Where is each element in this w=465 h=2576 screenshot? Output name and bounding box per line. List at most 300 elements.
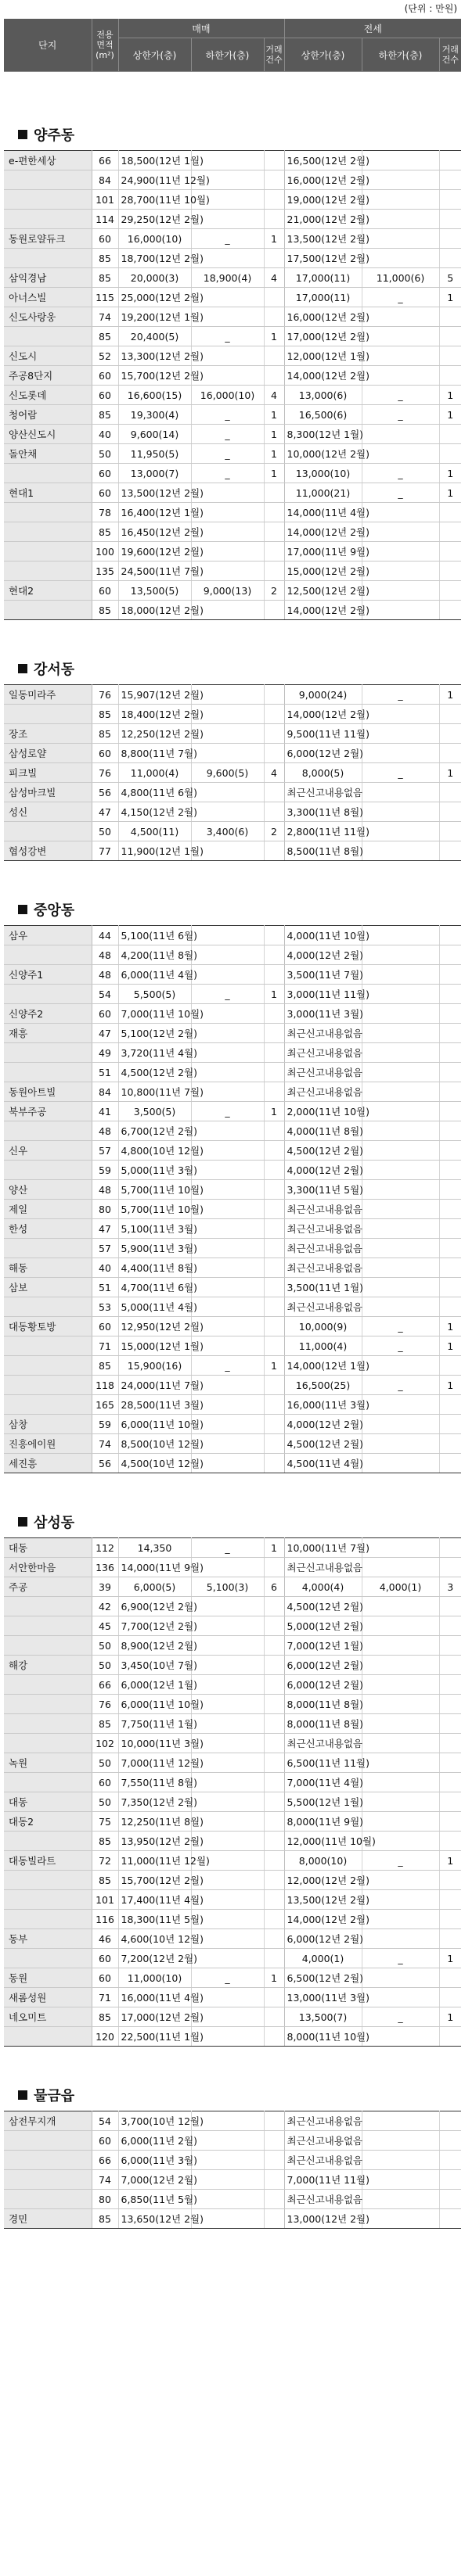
- complex-name-cell: [4, 327, 92, 346]
- sale-count-cell: [264, 1656, 284, 1675]
- table-row: [4, 1004, 461, 1024]
- jeonse-count-cell: [439, 1141, 461, 1161]
- jeonse-lower-cell: [362, 2170, 439, 2190]
- jeonse-count-cell: [439, 581, 461, 601]
- table-row: [4, 268, 461, 288]
- area-cell: 60: [92, 229, 118, 249]
- sale-count-cell: [264, 346, 284, 366]
- complex-name-cell: 삼성마크빌: [4, 783, 92, 802]
- area-cell: 85: [92, 327, 118, 346]
- complex-name-cell: 한성: [4, 1219, 92, 1239]
- sale-lower-cell: [191, 1656, 264, 1675]
- sale-lower-cell: [191, 744, 264, 763]
- sale-upper-cell: 13,500(12년 2월): [118, 483, 191, 503]
- sale-count-cell: [264, 744, 284, 763]
- complex-name-cell: 동부: [4, 1929, 92, 1949]
- sale-upper-cell: 18,000(12년 2월): [118, 601, 191, 620]
- jeonse-lower-cell: [362, 1636, 439, 1656]
- sale-count-cell: [264, 1812, 284, 1832]
- sale-upper-cell: 7,750(11년 1월): [118, 1714, 191, 1734]
- jeonse-lower-cell: [362, 1454, 439, 1473]
- sale-upper-cell: 5,000(11년 4월): [118, 1297, 191, 1317]
- jeonse-upper-cell: 3,500(11년 1월): [284, 1278, 362, 1297]
- sale-count-cell: [264, 2131, 284, 2151]
- jeonse-count-cell: [439, 1929, 461, 1949]
- area-cell: 115: [92, 288, 118, 307]
- complex-name-cell: [4, 1395, 92, 1415]
- jeonse-count-cell: [439, 822, 461, 841]
- jeonse-count-cell: [439, 1454, 461, 1473]
- section-title: [4, 1509, 465, 1537]
- jeonse-lower-cell: [362, 1239, 439, 1258]
- sale-count-cell: [264, 1239, 284, 1258]
- jeonse-upper-cell: 16,500(12년 2월): [284, 151, 362, 170]
- sale-count-cell: [264, 503, 284, 522]
- jeonse-lower-cell: [362, 1258, 439, 1278]
- sale-count-cell: 6: [264, 1577, 284, 1597]
- jeonse-upper-cell: 9,500(11년 11월): [284, 724, 362, 744]
- sale-upper-cell: 5,500(5): [118, 985, 191, 1004]
- sale-count-cell: [264, 151, 284, 170]
- area-cell: 66: [92, 2151, 118, 2170]
- sale-upper-cell: 6,000(5): [118, 1577, 191, 1597]
- table-row: [4, 229, 461, 249]
- area-cell: 60: [92, 2131, 118, 2151]
- table-row: [4, 1454, 461, 1473]
- jeonse-lower-cell: [362, 2131, 439, 2151]
- sale-count-cell: [264, 1616, 284, 1636]
- sale-upper-cell: 5,900(11년 3월): [118, 1239, 191, 1258]
- area-cell: 48: [92, 965, 118, 985]
- sale-upper-cell: 28,500(11년 3월): [118, 1395, 191, 1415]
- sale-lower-cell: 16,000(10): [191, 386, 264, 405]
- jeonse-count-cell: 1: [439, 464, 461, 483]
- table-row: [4, 2131, 461, 2151]
- jeonse-upper-cell: 최근신고내용없음: [284, 2131, 362, 2151]
- jeonse-upper-cell: 8,500(11년 8월): [284, 841, 362, 861]
- complex-name-cell: [4, 1910, 92, 1929]
- jeonse-lower-cell: [362, 1714, 439, 1734]
- sale-upper-cell: 10,800(11년 7월): [118, 1082, 191, 1102]
- jeonse-upper-cell: 4,500(11년 4월): [284, 1454, 362, 1473]
- sale-upper-cell: 13,000(7): [118, 464, 191, 483]
- jeonse-count-cell: 1: [439, 1851, 461, 1871]
- jeonse-upper-cell: 9,000(24): [284, 685, 362, 705]
- area-cell: 78: [92, 503, 118, 522]
- area-cell: 60: [92, 1773, 118, 1792]
- jeonse-upper-cell: 최근신고내용없음: [284, 783, 362, 802]
- jeonse-lower-cell: [362, 1929, 439, 1949]
- sale-upper-cell: 5,100(12년 2월): [118, 1024, 191, 1043]
- area-cell: 66: [92, 151, 118, 170]
- complex-name-cell: [4, 190, 92, 210]
- jeonse-lower-cell: [362, 1063, 439, 1082]
- jeonse-count-cell: [439, 1278, 461, 1297]
- jeonse-upper-cell: 14,000(12년 1월): [284, 1356, 362, 1376]
- header-sale-count-line1: 거래: [265, 45, 283, 55]
- sale-lower-cell: [191, 1043, 264, 1063]
- complex-name-cell: [4, 1734, 92, 1753]
- complex-name-cell: 경민: [4, 2209, 92, 2229]
- jeonse-upper-cell: 8,000(10): [284, 1851, 362, 1871]
- sale-count-cell: [264, 542, 284, 561]
- complex-name-cell: 세진흥: [4, 1454, 92, 1473]
- area-cell: 40: [92, 1258, 118, 1278]
- sale-upper-cell: 12,250(11년 8월): [118, 1812, 191, 1832]
- sale-lower-cell: [191, 1773, 264, 1792]
- jeonse-count-cell: [439, 783, 461, 802]
- sale-upper-cell: 13,300(12년 2월): [118, 346, 191, 366]
- jeonse-count-cell: [439, 1968, 461, 1988]
- table-row: [4, 386, 461, 405]
- jeonse-count-cell: [439, 802, 461, 822]
- jeonse-upper-cell: 17,000(11): [284, 268, 362, 288]
- sale-upper-cell: 7,550(11년 8월): [118, 1773, 191, 1792]
- jeonse-lower-cell: [362, 170, 439, 190]
- sale-count-cell: [264, 965, 284, 985]
- jeonse-upper-cell: 10,000(12년 2월): [284, 444, 362, 464]
- complex-name-cell: 새롬성원: [4, 1988, 92, 2007]
- table-row: [4, 783, 461, 802]
- sale-upper-cell: 5,700(11년 10월): [118, 1180, 191, 1200]
- jeonse-lower-cell: [362, 503, 439, 522]
- sale-upper-cell: 12,950(12년 2월): [118, 1317, 191, 1336]
- sale-upper-cell: 7,200(12년 2월): [118, 1949, 191, 1968]
- complex-name-cell: [4, 2170, 92, 2190]
- jeonse-upper-cell: 4,000(12년 2월): [284, 945, 362, 965]
- complex-name-cell: [4, 2027, 92, 2047]
- header-area-line3: (m²): [96, 50, 114, 60]
- complex-name-cell: [4, 1949, 92, 1968]
- sale-upper-cell: 29,250(12년 2월): [118, 210, 191, 229]
- sale-count-cell: [264, 1753, 284, 1773]
- table-row: [4, 1063, 461, 1082]
- jeonse-lower-cell: [362, 561, 439, 581]
- jeonse-count-cell: [439, 170, 461, 190]
- area-cell: 51: [92, 1063, 118, 1082]
- complex-name-cell: 제일: [4, 1200, 92, 1219]
- jeonse-count-cell: [439, 1004, 461, 1024]
- table-row: [4, 2027, 461, 2047]
- complex-name-cell: [4, 822, 92, 841]
- jeonse-count-cell: [439, 1200, 461, 1219]
- area-cell: 135: [92, 561, 118, 581]
- sale-lower-cell: 18,900(4): [191, 268, 264, 288]
- area-cell: 85: [92, 1832, 118, 1851]
- sale-upper-cell: 16,000(11년 4월): [118, 1988, 191, 2007]
- jeonse-count-cell: 1: [439, 483, 461, 503]
- jeonse-lower-cell: [362, 2151, 439, 2170]
- sale-upper-cell: 15,700(12년 2월): [118, 1871, 191, 1890]
- sale-count-cell: [264, 2209, 284, 2229]
- sale-count-cell: [264, 1851, 284, 1871]
- sale-count-cell: [264, 724, 284, 744]
- section-table: [4, 2111, 461, 2229]
- jeonse-upper-cell: 10,000(9): [284, 1317, 362, 1336]
- sale-count-cell: [264, 307, 284, 327]
- table-row: [4, 249, 461, 268]
- sale-upper-cell: 13,650(12년 2월): [118, 2209, 191, 2229]
- jeonse-lower-cell: [362, 1558, 439, 1577]
- area-cell: 47: [92, 1219, 118, 1239]
- complex-name-cell: 아너스빌: [4, 288, 92, 307]
- section-table: [4, 684, 461, 861]
- jeonse-count-cell: 1: [439, 763, 461, 783]
- table-row: [4, 1910, 461, 1929]
- table-row: [4, 744, 461, 763]
- jeonse-lower-cell: [362, 1871, 439, 1890]
- area-cell: 46: [92, 1929, 118, 1949]
- jeonse-count-cell: 1: [439, 1317, 461, 1336]
- complex-name-cell: [4, 1161, 92, 1180]
- area-cell: 74: [92, 307, 118, 327]
- jeonse-count-cell: [439, 327, 461, 346]
- sale-count-cell: 4: [264, 268, 284, 288]
- jeonse-lower-cell: [362, 1792, 439, 1812]
- area-cell: 60: [92, 1317, 118, 1336]
- sale-count-cell: [264, 1043, 284, 1063]
- jeonse-upper-cell: 13,500(12년 2월): [284, 229, 362, 249]
- area-cell: 85: [92, 724, 118, 744]
- jeonse-count-cell: [439, 965, 461, 985]
- sale-count-cell: [264, 2027, 284, 2047]
- table-row: [4, 327, 461, 346]
- area-cell: 85: [92, 1871, 118, 1890]
- jeonse-count-cell: [439, 2151, 461, 2170]
- jeonse-count-cell: [439, 1890, 461, 1910]
- jeonse-upper-cell: 17,000(12년 2월): [284, 327, 362, 346]
- complex-name-cell: [4, 1356, 92, 1376]
- sale-count-cell: 1: [264, 1356, 284, 1376]
- jeonse-upper-cell: 16,000(12년 2월): [284, 307, 362, 327]
- complex-name-cell: [4, 1063, 92, 1082]
- jeonse-upper-cell: 최근신고내용없음: [284, 1043, 362, 1063]
- table-row: [4, 1297, 461, 1317]
- sale-upper-cell: 19,600(12년 2월): [118, 542, 191, 561]
- sale-count-cell: [264, 1454, 284, 1473]
- area-cell: 57: [92, 1141, 118, 1161]
- table-row: [4, 1121, 461, 1141]
- jeonse-upper-cell: 12,500(12년 2월): [284, 581, 362, 601]
- complex-name-cell: [4, 1597, 92, 1616]
- complex-name-cell: 일동미라주: [4, 685, 92, 705]
- jeonse-upper-cell: 16,500(6): [284, 405, 362, 425]
- sale-upper-cell: 15,907(12년 2월): [118, 685, 191, 705]
- complex-name-cell: 현대1: [4, 483, 92, 503]
- table-row: [4, 1141, 461, 1161]
- header-jeonse: 전세: [284, 19, 461, 38]
- sale-count-cell: [264, 1004, 284, 1024]
- sale-upper-cell: 6,900(12년 2월): [118, 1597, 191, 1616]
- jeonse-count-cell: [439, 1616, 461, 1636]
- sale-upper-cell: 11,000(4): [118, 763, 191, 783]
- sale-lower-cell: _: [191, 1968, 264, 1988]
- sale-count-cell: [264, 483, 284, 503]
- table-row: [4, 1988, 461, 2007]
- sale-upper-cell: 16,450(12년 2월): [118, 522, 191, 542]
- sale-count-cell: [264, 2151, 284, 2170]
- jeonse-upper-cell: 21,000(12년 2월): [284, 210, 362, 229]
- jeonse-upper-cell: 최근신고내용없음: [284, 1063, 362, 1082]
- sale-upper-cell: 24,500(11년 7월): [118, 561, 191, 581]
- jeonse-count-cell: 5: [439, 268, 461, 288]
- sale-count-cell: 1: [264, 444, 284, 464]
- jeonse-upper-cell: 7,000(12년 1월): [284, 1636, 362, 1656]
- header-jeonse-lower: 하한가(층): [362, 38, 439, 72]
- table-row: [4, 1317, 461, 1336]
- jeonse-lower-cell: [362, 1812, 439, 1832]
- square-bullet-icon: [18, 2090, 27, 2100]
- sale-count-cell: [264, 1258, 284, 1278]
- sale-upper-cell: 20,000(3): [118, 268, 191, 288]
- complex-name-cell: 해동: [4, 1258, 92, 1278]
- section-table: [4, 1537, 461, 2047]
- table-row: [4, 1851, 461, 1871]
- jeonse-lower-cell: [362, 1161, 439, 1180]
- sale-upper-cell: 8,900(12년 2월): [118, 1636, 191, 1656]
- complex-name-cell: [4, 1675, 92, 1695]
- jeonse-count-cell: [439, 190, 461, 210]
- jeonse-upper-cell: 최근신고내용없음: [284, 1024, 362, 1043]
- jeonse-lower-cell: [362, 985, 439, 1004]
- jeonse-upper-cell: 14,000(12년 2월): [284, 522, 362, 542]
- table-row: [4, 965, 461, 985]
- section-title: [4, 656, 465, 684]
- sale-lower-cell: _: [191, 444, 264, 464]
- jeonse-count-cell: [439, 1395, 461, 1415]
- jeonse-count-cell: [439, 249, 461, 268]
- complex-name-cell: [4, 601, 92, 620]
- area-cell: 136: [92, 1558, 118, 1577]
- jeonse-upper-cell: 10,000(11년 7월): [284, 1538, 362, 1558]
- table-row: [4, 1415, 461, 1434]
- jeonse-upper-cell: 3,300(11년 5월): [284, 1180, 362, 1200]
- sale-upper-cell: 4,500(11): [118, 822, 191, 841]
- jeonse-lower-cell: [362, 1910, 439, 1929]
- sale-upper-cell: 11,950(5): [118, 444, 191, 464]
- area-cell: 74: [92, 2170, 118, 2190]
- jeonse-count-cell: [439, 1695, 461, 1714]
- sale-count-cell: [264, 601, 284, 620]
- sale-count-cell: [264, 1180, 284, 1200]
- jeonse-lower-cell: [362, 822, 439, 841]
- table-row: [4, 581, 461, 601]
- jeonse-lower-cell: [362, 601, 439, 620]
- sale-upper-cell: 18,500(12년 1월): [118, 151, 191, 170]
- sale-count-cell: 1: [264, 1102, 284, 1121]
- jeonse-upper-cell: 16,000(12년 2월): [284, 170, 362, 190]
- sale-count-cell: [264, 841, 284, 861]
- complex-name-cell: 서안한마음: [4, 1558, 92, 1577]
- sale-lower-cell: [191, 1258, 264, 1278]
- section-title: [4, 2083, 465, 2111]
- sale-upper-cell: 16,400(12년 1월): [118, 503, 191, 522]
- area-cell: 60: [92, 1949, 118, 1968]
- complex-name-cell: 삼창: [4, 1415, 92, 1434]
- jeonse-count-cell: [439, 151, 461, 170]
- table-row: [4, 1538, 461, 1558]
- sale-upper-cell: 14,000(11년 9월): [118, 1558, 191, 1577]
- jeonse-upper-cell: 17,500(12년 2월): [284, 249, 362, 268]
- sale-count-cell: [264, 2170, 284, 2190]
- table-row: [4, 542, 461, 561]
- jeonse-upper-cell: 13,000(11년 3월): [284, 1988, 362, 2007]
- jeonse-count-cell: [439, 444, 461, 464]
- sale-lower-cell: [191, 1161, 264, 1180]
- jeonse-lower-cell: [362, 1200, 439, 1219]
- table-row: [4, 1219, 461, 1239]
- area-cell: 60: [92, 464, 118, 483]
- jeonse-count-cell: [439, 2190, 461, 2209]
- table-row: [4, 425, 461, 444]
- area-cell: 60: [92, 744, 118, 763]
- area-cell: 100: [92, 542, 118, 561]
- sale-count-cell: [264, 1871, 284, 1890]
- table-row: [4, 724, 461, 744]
- sale-upper-cell: 6,000(11년 10월): [118, 1695, 191, 1714]
- area-cell: 47: [92, 1024, 118, 1043]
- jeonse-upper-cell: 4,000(12년 2월): [284, 1161, 362, 1180]
- sale-upper-cell: 7,000(11년 12월): [118, 1753, 191, 1773]
- area-cell: 71: [92, 1336, 118, 1356]
- sale-upper-cell: 11,900(12년 1월): [118, 841, 191, 861]
- square-bullet-icon: [18, 130, 27, 139]
- jeonse-upper-cell: 17,000(11): [284, 288, 362, 307]
- sale-upper-cell: 20,400(5): [118, 327, 191, 346]
- jeonse-upper-cell: 13,500(7): [284, 2007, 362, 2027]
- complex-name-cell: [4, 542, 92, 561]
- area-cell: 102: [92, 1734, 118, 1753]
- jeonse-upper-cell: 최근신고내용없음: [284, 1200, 362, 1219]
- table-row: [4, 2190, 461, 2209]
- jeonse-lower-cell: [362, 1773, 439, 1792]
- sale-upper-cell: 4,200(11년 8월): [118, 945, 191, 965]
- jeonse-lower-cell: _: [362, 1376, 439, 1395]
- jeonse-upper-cell: 13,500(12년 2월): [284, 1890, 362, 1910]
- area-cell: 60: [92, 1968, 118, 1988]
- jeonse-lower-cell: [362, 1024, 439, 1043]
- jeonse-lower-cell: [362, 1395, 439, 1415]
- jeonse-lower-cell: [362, 1890, 439, 1910]
- complex-name-cell: 삼우: [4, 926, 92, 945]
- header-area-line1: 전용: [96, 30, 114, 40]
- area-cell: 84: [92, 170, 118, 190]
- sale-lower-cell: [191, 926, 264, 945]
- sale-count-cell: [264, 1063, 284, 1082]
- table-row: [4, 522, 461, 542]
- complex-name-cell: 동원: [4, 1968, 92, 1988]
- jeonse-lower-cell: [362, 1043, 439, 1063]
- sale-lower-cell: _: [191, 1356, 264, 1376]
- area-cell: 60: [92, 386, 118, 405]
- complex-name-cell: [4, 2151, 92, 2170]
- complex-name-cell: [4, 2190, 92, 2209]
- complex-name-cell: [4, 985, 92, 1004]
- sale-count-cell: 1: [264, 405, 284, 425]
- complex-name-cell: 삼익경남: [4, 268, 92, 288]
- sale-count-cell: [264, 1297, 284, 1317]
- jeonse-upper-cell: 6,500(12년 2월): [284, 1968, 362, 1988]
- area-cell: 112: [92, 1538, 118, 1558]
- jeonse-count-cell: [439, 1239, 461, 1258]
- sale-lower-cell: _: [191, 464, 264, 483]
- jeonse-upper-cell: 13,000(10): [284, 464, 362, 483]
- jeonse-lower-cell: [362, 1656, 439, 1675]
- sale-upper-cell: 11,000(11년 12월): [118, 1851, 191, 1871]
- complex-name-cell: [4, 1890, 92, 1910]
- jeonse-upper-cell: 6,000(12년 2월): [284, 1656, 362, 1675]
- sale-count-cell: [264, 1910, 284, 1929]
